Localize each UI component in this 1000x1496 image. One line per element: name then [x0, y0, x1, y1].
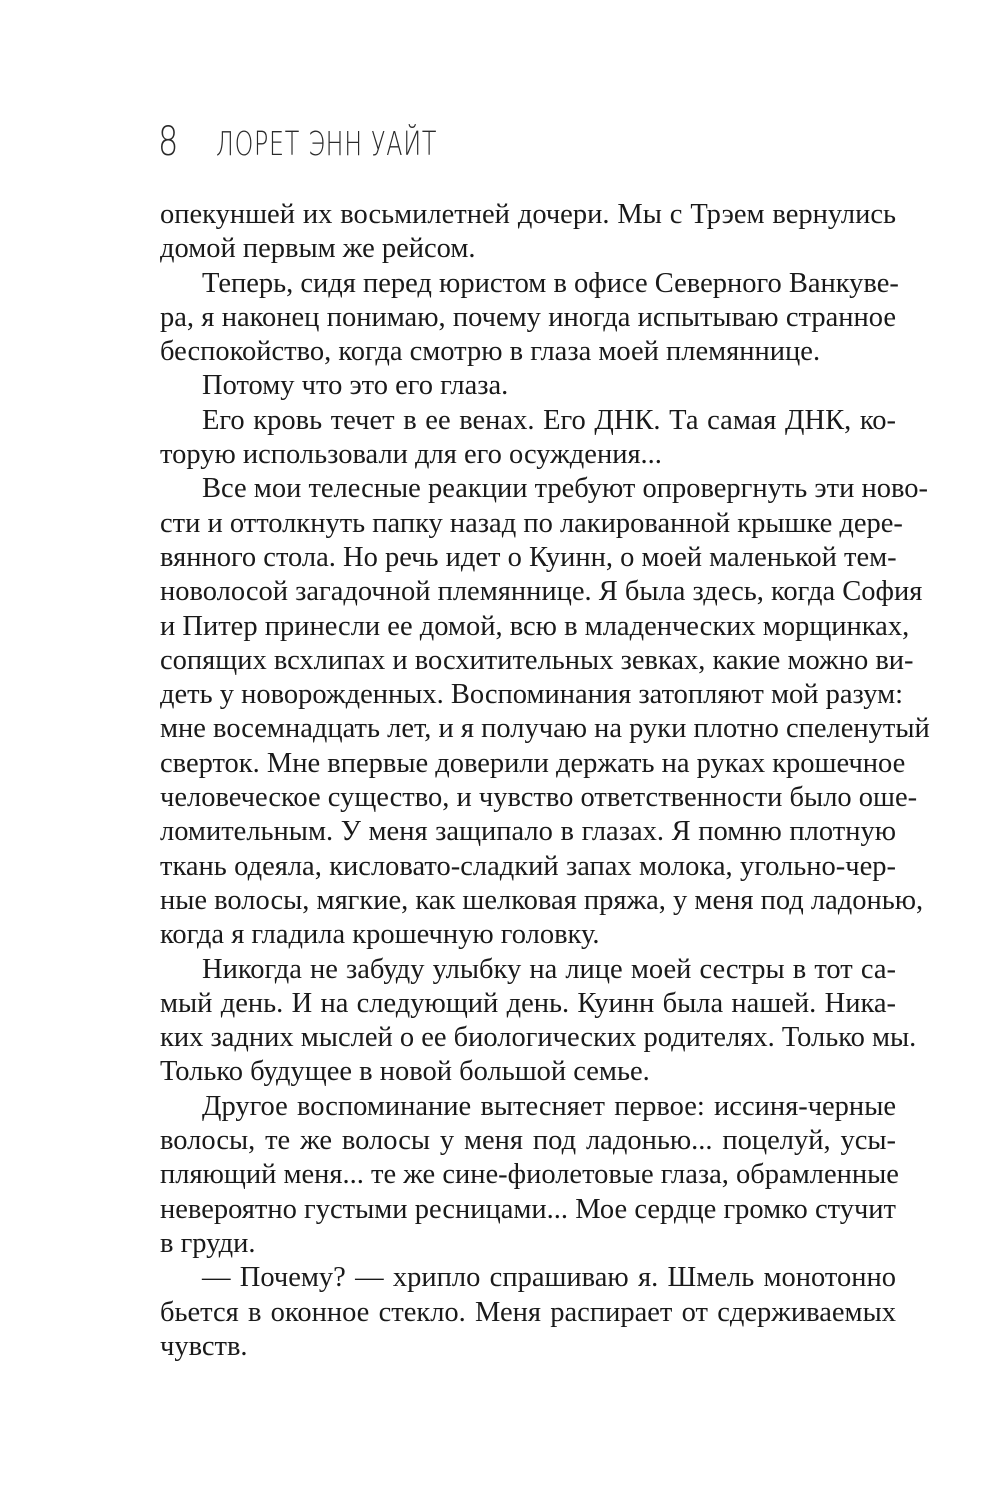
text-line: Теперь, сидя перед юристом в офисе Северного Ванкуве- — [202, 267, 899, 299]
text-line: ра, я наконец понимаю, почему иногда испытываю странное — [160, 301, 896, 333]
body-text — [160, 198, 930, 1364]
text-line: Его кровь течет в ее венах. Его ДНК. Та самая ДНК, ко- — [202, 404, 896, 436]
text-line: — Почему? — хрипло спрашиваю я. Шмель монотонно — [202, 1262, 896, 1294]
text-line: бьется в оконное стекло. Меня распирает от сдерживаемых — [160, 1296, 896, 1328]
text-line: вянного стола. Но речь идет о Куинн, о моей маленькой тем- — [160, 541, 897, 573]
running-head — [158, 112, 523, 172]
text-line: сверток. Мне впервые доверили держать на руках крошечное — [160, 747, 906, 779]
text-line: домой первым же рейсом. — [160, 233, 476, 265]
paragraph — [160, 1090, 899, 1261]
text-line: Все мои телесные реакции требуют опровергнуть эти ново- — [202, 473, 928, 505]
text-line: волосы, те же волосы у меня под ладонью... поцелуй, усы- — [160, 1125, 896, 1157]
text-line: чувств. — [160, 1330, 248, 1362]
text-line: Только будущее в новой большой семье. — [160, 1056, 650, 1088]
text-line: в груди. — [160, 1227, 256, 1259]
text-line: беспокойство, когда смотрю в глаза моей племяннице. — [160, 336, 821, 368]
text-line: ные волосы, мягкие, как шелковая пряжа, у меня под ладонью, — [160, 884, 924, 916]
text-line: Потому что это его глаза. — [202, 370, 509, 402]
text-line: и Питер принесли ее домой, всю в младенческих морщинках, — [160, 610, 910, 642]
text-line: мый день. И на следующий день. Куинн была нашей. Ника- — [160, 987, 896, 1019]
text-line: сопящих всхлипах и восхитительных зевках, какие можно ви- — [160, 644, 914, 676]
paragraph — [160, 198, 896, 267]
text-line: Никогда не забуду улыбку на лице моей сестры в тот са- — [202, 953, 896, 985]
paragraph — [160, 369, 896, 403]
text-line: человеческое существо, и чувство ответственности было оше- — [160, 782, 918, 814]
text-line: невероятно густыми ресницами... Мое сердце громко стучит — [160, 1193, 896, 1225]
paragraph — [160, 267, 899, 370]
text-line: Другое воспоминание вытесняет первое: иссиня-черные — [202, 1090, 896, 1122]
text-line: ких задних мыслей о ее биологических родителях. Только мы. — [160, 1022, 917, 1054]
text-line: опекуншей их восьмилетней дочери. Мы с Трэем вернулись — [160, 199, 896, 230]
text-line: сти и оттолкнуть папку назад по лакированной крышке дере- — [160, 507, 903, 539]
text-line: деть у новорожденных. Воспоминания затопляют мой разум: — [160, 679, 904, 711]
paragraph — [160, 472, 930, 952]
text-line: мне восемнадцать лет, и я получаю на руки плотно спеленутый — [160, 713, 930, 745]
author-name: ЛОРЕТ ЭНН УАЙТ — [216, 124, 438, 163]
text-line: торую использовали для его осуждения... — [160, 439, 662, 471]
text-line: пляющий меня... те же сине-фиолетовые глаза, обрамленные — [160, 1159, 899, 1191]
page-number: 8 — [158, 119, 179, 165]
text-line: ткань одеяла, кисловато-сладкий запах молока, угольно-чер- — [160, 850, 896, 882]
paragraph — [160, 404, 896, 473]
text-line: ломительным. У меня защипало в глазах. Я помню плотную — [160, 816, 896, 848]
paragraph — [160, 953, 917, 1090]
text-line: когда я гладила крошечную головку. — [160, 919, 600, 951]
paragraph — [160, 1261, 896, 1364]
text-line: новолосой загадочной племяннице. Я была здесь, когда София — [160, 576, 923, 608]
